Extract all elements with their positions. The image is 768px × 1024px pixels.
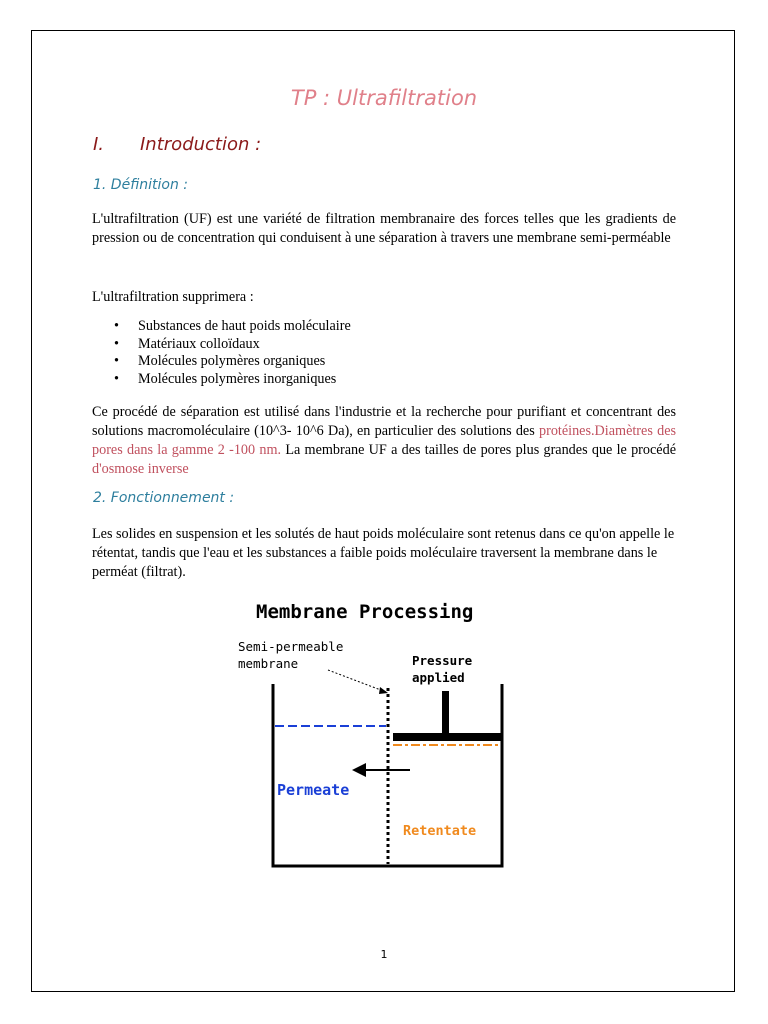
function-paragraph: Les solides en suspension et les solutés de haut poids moléculaire sont retenus dans ce qu'on appelle le rétentat, tandis que l'eau et les substances a faible poids moléculaire traversent la membrane dans le perméat (filtrat). [92, 526, 675, 580]
pressure-label-line1: Pressure [412, 653, 473, 668]
membrane-label-line1: Semi-permeable [238, 639, 344, 654]
list-item: • Matériaux colloïdaux [114, 336, 351, 354]
process-text-part2: La membrane UF a des tailles de pores plus grandes que le procédé [281, 442, 676, 458]
membrane-label-line2: membrane [238, 656, 299, 671]
list-item: • Molécules polymères inorganiques [114, 371, 351, 389]
list-item: • Substances de haut poids moléculaire [114, 318, 351, 336]
removes-list [114, 318, 351, 388]
section-number: I. [93, 134, 105, 155]
diagram-title: Membrane Processing [256, 601, 474, 623]
piston-rod [442, 691, 449, 735]
section-label: Introduction : [140, 134, 262, 155]
subsection-function-heading: 2. Fonctionnement : [93, 490, 235, 506]
document-title: TP : Ultrafiltration [290, 86, 478, 110]
process-text-part1: Ce procédé de séparation est utilisé dans l'industrie et la recherche pour purifiant et concentrant des solutions macromoléculaire (10^3- 10^6 Da), en particulier des solutions des [92, 404, 676, 439]
pressure-label-line2: applied [412, 670, 465, 685]
process-highlight-osmosis: d'osmose inverse [92, 461, 189, 477]
definition-paragraph: L'ultrafiltration (UF) est une variété de filtration membranaire des forces telles que les gradients de pression ou de concentration qui conduisent à une séparation à travers une membrane semi-perméable [92, 211, 676, 246]
process-paragraph [92, 403, 676, 479]
section-heading [93, 134, 261, 155]
process-highlight-proteins: protéines.Diamètres des pores dans la gamme 2 -100 nm. [92, 423, 677, 458]
flow-arrow-head [352, 763, 366, 777]
membrane-processing-diagram [228, 592, 538, 882]
removes-intro: L'ultrafiltration supprimera : [92, 289, 254, 305]
membrane-pointer-line [328, 670, 386, 692]
page-number: 1 [380, 948, 388, 961]
list-item: • Molécules polymères organiques [114, 353, 351, 371]
permeate-label: Permeate [277, 781, 350, 799]
subsection-definition-heading: 1. Définition : [93, 177, 188, 193]
retentate-label: Retentate [403, 823, 477, 839]
